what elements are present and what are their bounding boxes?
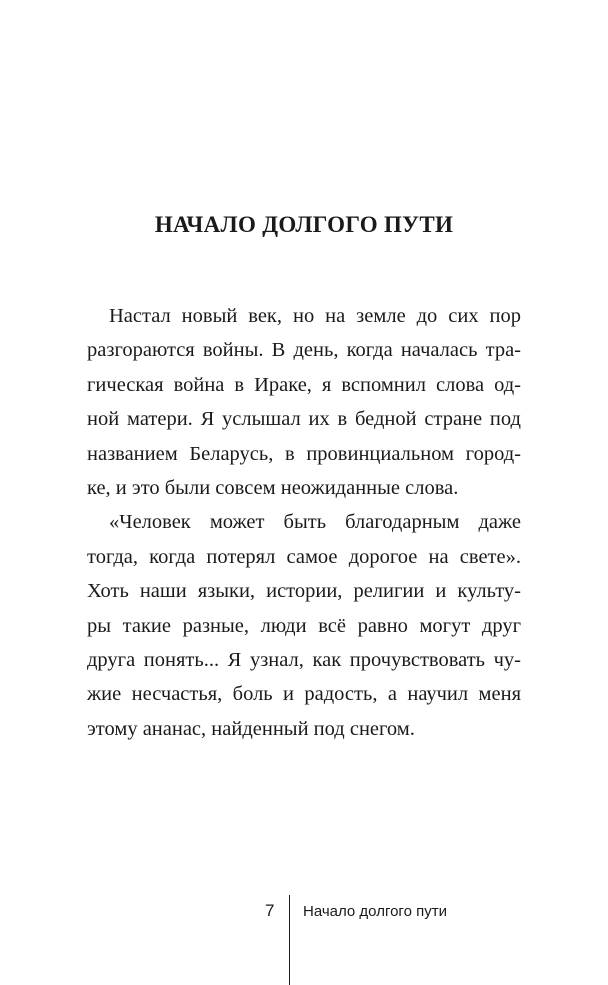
paragraph-2-line-5: друга понять... Я узнал, как прочувствовать чу- [87, 648, 521, 671]
paragraph-1-line-3: гическая война в Ираке, я вспомнил слова од- [87, 373, 521, 396]
page-footer [0, 895, 608, 985]
paragraph-1-line-1: Настал новый век, но на земле до сих пор [109, 305, 521, 327]
body-text [87, 299, 521, 746]
paragraph-1-line-6: ке, и это были совсем неожиданные слова. [87, 476, 459, 499]
paragraph-2-line-7: этому ананас, найденный под снегом. [87, 717, 415, 740]
paragraph-2-line-3: Хоть наши языки, истории, религии и культу- [87, 580, 521, 603]
footer-divider [289, 895, 290, 985]
paragraph-1-line-5: названием Беларусь, в провинциальном город- [87, 442, 521, 465]
page-number: 7 [265, 901, 275, 920]
running-head: Начало долгого пути [303, 903, 447, 920]
paragraph-2-line-4: ры такие разные, люди всё равно могут друг [87, 614, 521, 637]
paragraph-2-line-6: жие несчастья, боль и радость, а научил меня [87, 683, 521, 706]
paragraph-2-line-1: «Человек может быть благодарным даже [109, 511, 521, 534]
paragraph-2-line-2: тогда, когда потерял самое дорогое на свете». [87, 545, 521, 568]
paragraph-1-line-2: разгораются войны. В день, когда началась тра- [87, 339, 521, 362]
chapter-title: НАЧАЛО ДОЛГОГО ПУТИ [154, 212, 454, 237]
paragraph-1-line-4: ной матери. Я услышал их в бедной стране под [87, 408, 521, 431]
